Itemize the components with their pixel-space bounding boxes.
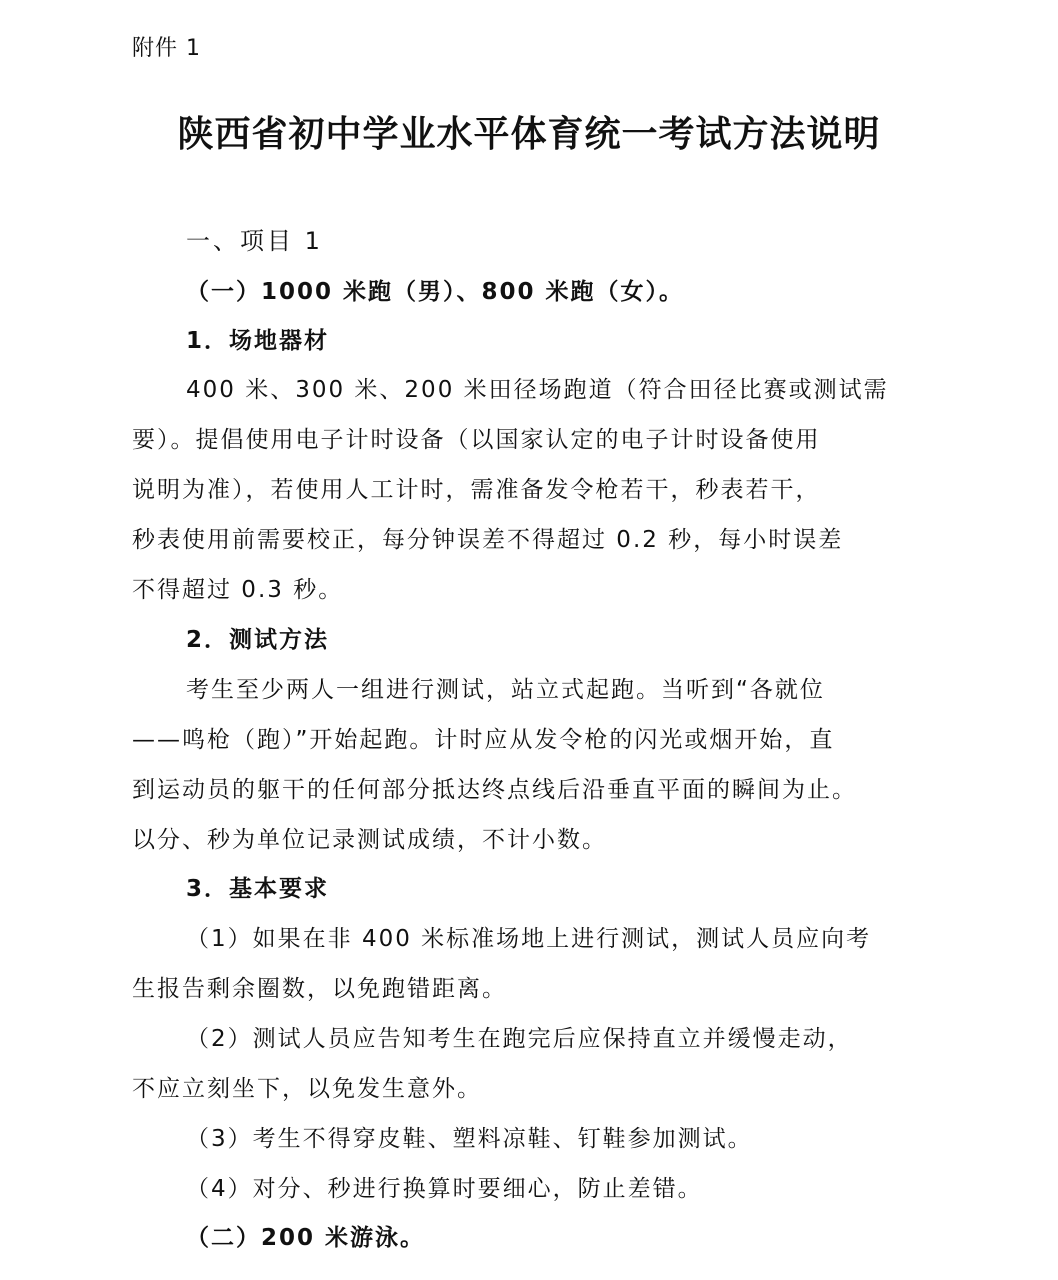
requirement-line: 不应立刻坐下，以免发生意外。 <box>132 1076 482 1102</box>
subheading-equipment: 1．场地器材 <box>186 328 330 354</box>
requirement-line: （1）如果在非 400 米标准场地上进行测试，测试人员应向考 <box>186 926 872 952</box>
subheading-test-method: 2．测试方法 <box>186 627 330 653</box>
paragraph-line: 以分、秒为单位记录测试成绩，不计小数。 <box>132 827 607 853</box>
item-heading-swimming: （二）200 米游泳。 <box>186 1225 426 1251</box>
requirement-line: （2）测试人员应告知考生在跑完后应保持直立并缓慢走动， <box>186 1026 853 1052</box>
page-title: 陕西省初中学业水平体育统一考试方法说明 <box>177 114 881 155</box>
paragraph-line: 说明为准），若使用人工计时，需准备发令枪若干，秒表若干， <box>132 477 821 503</box>
section-heading: 一、项目 1 <box>186 227 323 255</box>
requirement-line: （4）对分、秒进行换算时要细心，防止差错。 <box>186 1176 703 1202</box>
paragraph-line: 不得超过 0.3 秒。 <box>132 577 344 603</box>
item-heading-running: （一）1000 米跑（男）、800 米跑（女）。 <box>186 279 685 305</box>
paragraph-line: 400 米、300 米、200 米田径场跑道（符合田径比赛或测试需 <box>186 377 889 403</box>
paragraph-line: ——鸣枪（跑）”开始起跑。计时应从发令枪的闪光或烟开始，直 <box>132 727 835 753</box>
paragraph-line: 要）。提倡使用电子计时设备（以国家认定的电子计时设备使用 <box>132 427 821 453</box>
requirement-line: 生报告剩余圈数，以免跑错距离。 <box>132 976 507 1002</box>
subheading-requirements: 3．基本要求 <box>186 876 330 902</box>
attachment-label: 附件 1 <box>132 36 201 61</box>
paragraph-line: 考生至少两人一组进行测试，站立式起跑。当听到“各就位 <box>186 677 825 703</box>
requirement-line: （3）考生不得穿皮鞋、塑料凉鞋、钉鞋参加测试。 <box>186 1126 753 1152</box>
paragraph-line: 秒表使用前需要校正，每分钟误差不得超过 0.2 秒，每小时误差 <box>132 527 844 553</box>
paragraph-line: 到运动员的躯干的任何部分抵达终点线后沿垂直平面的瞬间为止。 <box>132 777 857 803</box>
